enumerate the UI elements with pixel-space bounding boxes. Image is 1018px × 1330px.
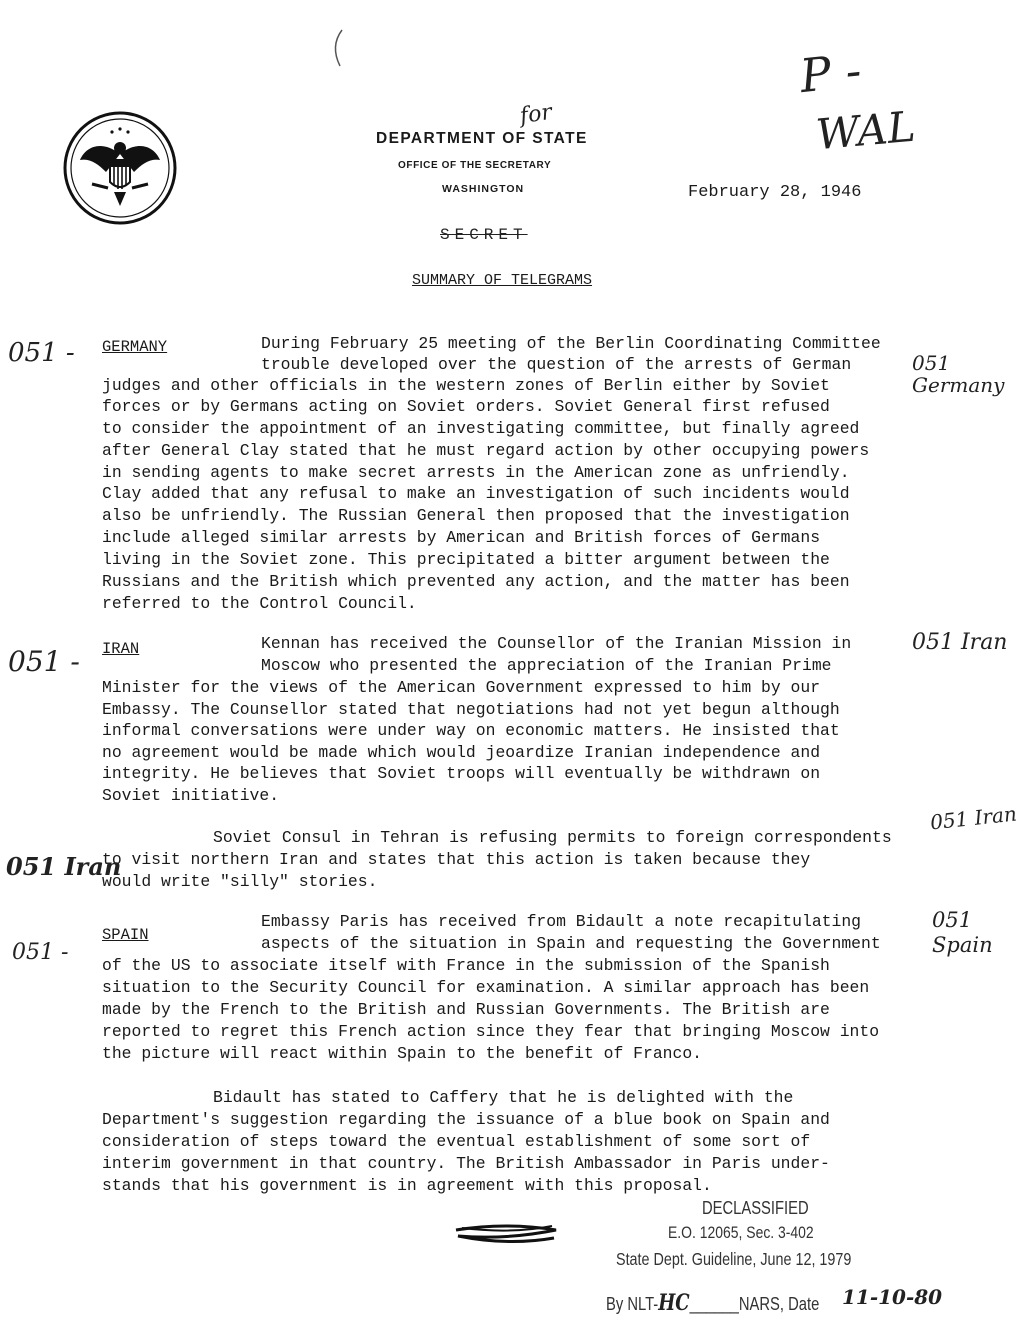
body-line: made by the French to the British and Russian Governments. The British are: [102, 1000, 830, 1019]
document-title: SUMMARY OF TELEGRAMS: [412, 272, 593, 289]
body-line: the picture will react within Spain to the benefit of Franco.: [102, 1044, 702, 1063]
body-line: in sending agents to make secret arrests in the American zone as unfriendly.: [102, 463, 850, 482]
body-line: after General Clay stated that he must regard action by other occupying powers: [102, 441, 870, 460]
body-line: forces or by Germans acting on Soviet orders. Soviet General first refused: [102, 397, 830, 416]
body-line: aspects of the situation in Spain and requesting the Government: [261, 934, 881, 953]
body-line: would write "silly" stories.: [102, 872, 378, 891]
body-line: include alleged similar arrests by American and British forces of Germans: [102, 528, 821, 547]
stamp-date-handwritten: 11-10-80: [842, 1285, 943, 1309]
margin-note-iran-left: 051 Iran: [6, 852, 122, 881]
body-line: Department's suggestion regarding the issuance of a blue book on Spain and: [102, 1110, 830, 1129]
stamp-guideline: State Dept. Guideline, June 12, 1979: [616, 1249, 852, 1269]
body-line: During February 25 meeting of the Berlin Coordinating Committee: [261, 334, 881, 353]
body-line: to visit northern Iran and states that this action is taken because they: [102, 850, 811, 869]
stamp-nars: NARS, Date: [738, 1294, 820, 1314]
body-line: Embassy Paris has received from Bidault a note recapitulating: [261, 912, 861, 931]
body-line: consideration of steps toward the eventual establishment of some sort of: [102, 1132, 811, 1151]
body-line: of the US to associate itself with France in the submission of the Spanish: [102, 956, 830, 975]
body-line: Minister for the views of the American Government expressed to him by our: [102, 678, 821, 697]
handwritten-initials: WAL: [814, 101, 918, 160]
topic-heading-spain: SPAIN: [102, 926, 149, 944]
stamp-executive-order: E.O. 12065, Sec. 3-402: [668, 1223, 814, 1242]
topic-heading-germany: GERMANY: [102, 338, 168, 356]
scribbled-classification-mark: [452, 1220, 560, 1248]
body-line: also be unfriendly. The Russian General then proposed that the investigation: [102, 506, 850, 525]
margin-note-iran-second: 051 Iran: [928, 801, 1018, 835]
body-line: stands that his government is in agreement with this proposal.: [102, 1176, 712, 1195]
body-line: living in the Soviet zone. This precipitated a bitter argument between the: [102, 550, 830, 569]
stamp-by-prefix: By NLT-: [606, 1294, 659, 1314]
office-subtitle: OFFICE OF THE SECRETARY: [398, 160, 552, 171]
document-date: February 28, 1946: [688, 183, 862, 202]
handwritten-routing-mark: P -: [797, 42, 864, 104]
body-line: interim government in that country. The British Ambassador in Paris under-: [102, 1154, 830, 1173]
body-line: judges and other officials in the western zones of Berlin either by Soviet: [102, 376, 830, 395]
margin-code-germany: 051 -: [8, 338, 75, 368]
margin-note-spain: 051 Spain: [932, 908, 993, 958]
body-line: situation to the Security Council for examination. A similar approach has been: [102, 978, 870, 997]
body-line: informal conversations were under way on economic matters. He insisted that: [102, 721, 840, 740]
classification-marking: SECRET: [440, 226, 528, 244]
body-line: reported to regret this French action since they fear that bringing Moscow into: [102, 1022, 880, 1041]
department-title: DEPARTMENT OF STATE: [376, 130, 588, 147]
corner-scan-mark: [326, 28, 348, 68]
body-line: Russians and the British which prevented any action, and the matter has been: [102, 572, 850, 591]
stamp-by-line: [606, 1290, 819, 1316]
body-line: Bidault has stated to Caffery that he is delighted with the: [213, 1088, 794, 1107]
margin-code-iran: 051 -: [8, 645, 80, 678]
body-line: no agreement would be made which would jeoardize Iranian independence and: [102, 743, 821, 762]
margin-code-spain: 051 -: [12, 940, 69, 965]
body-line: Soviet initiative.: [102, 786, 280, 805]
great-seal-eagle-icon: [62, 110, 178, 226]
body-line: referred to the Control Council.: [102, 594, 417, 613]
topic-heading-iran: IRAN: [102, 640, 140, 658]
body-line: Moscow who presented the appreciation of the Iranian Prime: [261, 656, 832, 675]
body-line: Kennan has received the Counsellor of the Iranian Mission in: [261, 634, 852, 653]
handwritten-over-seal-note: for: [518, 99, 554, 130]
body-line: trouble developed over the question of the arrests of German: [261, 355, 852, 374]
stamp-by-blank: ______: [689, 1294, 739, 1314]
body-line: Soviet Consul in Tehran is refusing permits to foreign correspondents: [213, 828, 892, 847]
body-line: to consider the appointment of an investigating committee, but finally agreed: [102, 419, 860, 438]
letterhead-city: WASHINGTON: [442, 183, 525, 195]
stamp-by-initials: HC: [658, 1290, 690, 1316]
stamp-declassified: DECLASSIFIED: [702, 1198, 809, 1218]
margin-note-iran: 051 Iran: [912, 630, 1008, 655]
body-line: Clay added that any refusal to make an investigation of such incidents would: [102, 484, 850, 503]
body-line: Embassy. The Counsellor stated that negotiations had not yet begun although: [102, 700, 840, 719]
margin-note-germany: 051 Germany: [912, 351, 1005, 397]
body-line: integrity. He believes that Soviet troops will eventually be withdrawn on: [102, 764, 821, 783]
